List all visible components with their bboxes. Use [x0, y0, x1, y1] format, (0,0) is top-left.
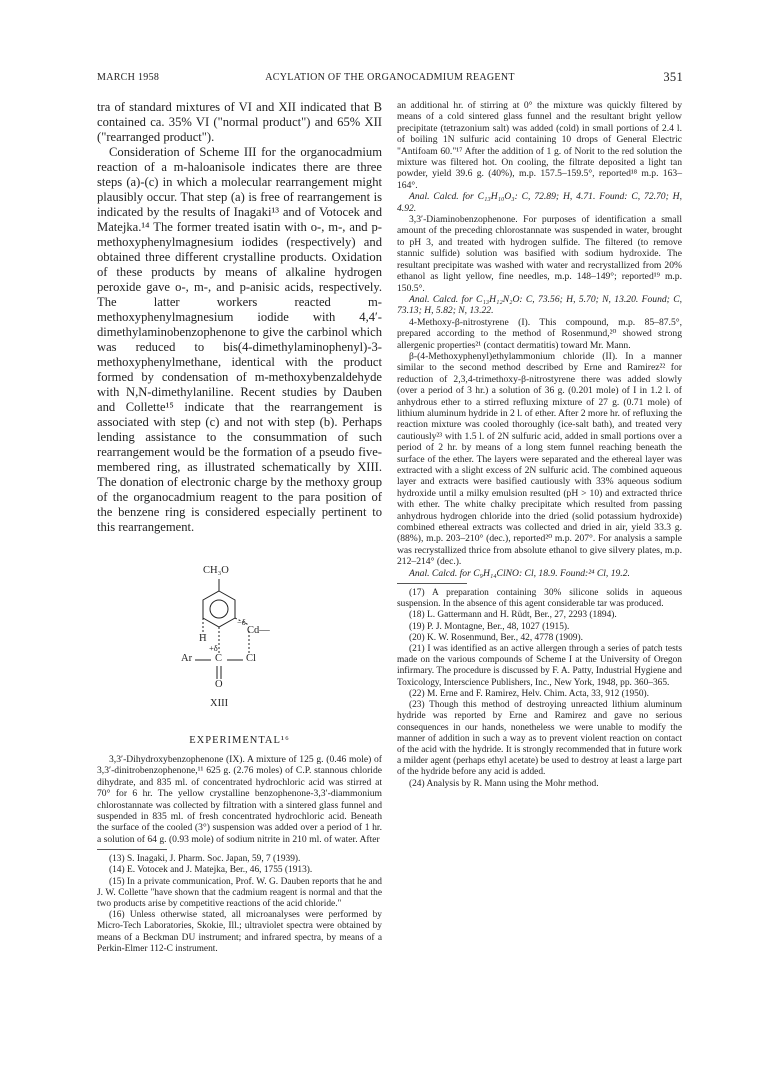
footnote-23: (23) Though this method of destroying unreacted lithium aluminum hydride was reported by Erne and Ramirez and gave no serious consequences in our hands, nonetheless we were unable to modify the manner of addition in such a way as to prevent violent reaction on contact of the acid with the hydride. It is strongly recommended that in future work a milder agent (perhaps ethyl acetate) be used to destroy at least a large part of the hydride before any acid is added.	[397, 700, 682, 778]
compound-label: XIII	[210, 698, 229, 709]
right-paragraph-4: β-(4-Methoxyphenyl)ethylammonium chloride (II). In a manner similar to the second method described by Erne and Ramirez²² for reduction of 2,3,4-trimethoxy-β-nitrostyrene there was added slowly (over a period of 3 hr.) a solution of 36 g. (0.201 mole) of I in 1.2 l. of anhydrous ether to a stirred refluxing mixture of 27 g. (0.71 mole) of lithium aluminum hydride in 2 l. of ether. After 2 more hr. of refluxing the reaction mixture was cooled thoroughly (ice-salt bath), and treated very cautiously²³ with 1.5 l. of 2N sulfuric acid, added in small portions over a period of 2 hr. by means of a long stem funnel reaching beneath the surface of the ether. The layers were separated and the ethereal layer was extracted with a slight excess of 2N sulfuric acid. The combined aqueous layer and extracts were basified cautiously with 33% aqueous sodium hydroxide until a milky emulsion resulted (pH > 10) and extracted thrice with ether. The white chalky precipitate which resulted from passing anhydrous hydrogen chloride into the dried (solid potassium hydroxide) combined ethereal extracts was collected and dried in air, yield 33.3 g. (88%), m.p. 203–210° (dec.), reported²⁰ m.p. 207°. For analysis a sample was recrystallized thrice from absolute ethanol to give silvery plates, m.p. 212–214° (dec.).	[397, 350, 682, 568]
footnote-17: (17) A preparation containing 30% silicone solids in aqueous suspension. In the absence of this agent considerable tar was produced.	[397, 588, 682, 610]
right-column	[397, 100, 682, 790]
right-paragraph-2: 3,3′-Diaminobenzophenone. For purposes of identification a small amount of the preceding chlorostannate was suspended in water, brought to pH 3, and treated with hydrogen sulfide. The filtered (to remove stannic sulfide) solution was basified with sodium hydroxide. The resultant precipitate was washed with water and recrystallized from 20% ethanol as light yellow, fine needles, m.p. 148–149°; reported¹⁹ m.p. 150.5°.	[397, 214, 682, 294]
analysis-1: Anal. Calcd. for C₁₃H₁₀O₃: C, 72.89; H, 4.71. Found: C, 72.70; H, 4.92.	[397, 191, 682, 214]
footnote-divider	[97, 849, 167, 850]
experimental-heading: EXPERIMENTAL¹⁶	[189, 735, 290, 746]
left-paragraph-1: tra of standard mixtures of VI and XII indicated that B contained ca. 35% VI ("normal product") and 65% XII ("rearranged product").	[97, 100, 382, 144]
structure-xiii	[97, 565, 382, 793]
analysis-2: Anal. Calcd. for C₁₃H₁₂N₂O: C, 73.56; H, 5.70; N, 13.20. Found; C, 73.13; H, 5.82; N, 13.22.	[397, 293, 682, 317]
left-paragraph-2: Consideration of Scheme III for the organocadmium reaction of a m-haloanisole indicates there are three steps (a)-(c) in which a molecular rearrangement might plausibly occur. That step (a) is free of rearrangement is indicated by the results of Inagaki¹³ and of Votocek and Matejka.¹⁴ The former treated isatin with o-, m-, and p-methoxyphenylmagnesium iodides (respectively) and obtained three different crystalline products. Oxidation of these products by means of alkaline hydrogen peroxide gave o-, m-, and p-anisic acids, respectively. The latter workers reacted m-methoxyphenylmagnesium iodide with 4,4′-dimethylaminobenzophenone to give the carbinol which was reduced to bis(4-dimethylaminophenyl)-3-methoxyphenylmethane, identical with the product formed by condensation of m-methoxybenzaldehyde with N,N-dimethylaniline. Recent studies by Dauben and Collette¹⁵ indicate that the rearrangement is associated with step (c) and not with step (b). Perhaps lending assistance to the consummation of such rearrangement would be the formation of a pseudo five-membered ring, as illustrated schematically by XIII. The donation of electronic charge by the methoxy group of the organocadmium reagent to the para position of the benzene ring is considered especially pertinent to this rearrangement.	[97, 145, 382, 534]
footnote-22: (22) M. Erne and F. Ramirez, Helv. Chim. Acta, 33, 912 (1950).	[409, 688, 649, 699]
benzene-ring-diagram	[169, 565, 309, 793]
footnote-24: (24) Analysis by R. Mann using the Mohr method.	[409, 778, 599, 789]
h-label: H	[199, 633, 207, 644]
right-paragraph-3: 4-Methoxy-β-nitrostyrene (I). This compound, m.p. 85–87.5°, prepared according to the method of Rosenmund,²⁰ showed strong allergenic properties²¹ (contact dermatitis) toward Mr. Mann.	[397, 316, 682, 351]
oxygen-label: O	[215, 679, 223, 690]
footnote-15: (15) In a private communication, Prof. W. G. Dauben reports that he and J. W. Collette "have shown that the cadmium reagent is normal and that the two products arise by competitive reactions of the acid chloride."	[97, 876, 382, 910]
left-footnotes	[97, 854, 382, 955]
cd-label: Cd—	[247, 625, 270, 636]
footnote-divider-right	[397, 583, 467, 584]
footnote-13: (13) S. Inagaki, J. Pharm. Soc. Japan, 59, 7 (1939).	[109, 854, 301, 865]
carbon-label: C	[215, 653, 223, 664]
running-header	[97, 72, 683, 88]
cl-label: Cl	[246, 653, 256, 664]
page-number: 351	[663, 70, 683, 84]
right-footnotes	[397, 588, 682, 790]
left-column	[97, 100, 382, 955]
footnote-14: (14) E. Votocek and J. Matejka, Ber., 46, 1755 (1913).	[109, 865, 313, 876]
footnote-18: (18) L. Gattermann and H. Rüdt, Ber., 27, 2293 (1894).	[409, 610, 617, 621]
ar-label: Ar	[181, 653, 193, 664]
header-title: ACYLATION OF THE ORGANOCADMIUM REAGENT	[265, 72, 515, 83]
delta-minus-label: −δ	[237, 617, 246, 627]
footnote-19: (19) P. J. Montagne, Ber., 48, 1027 (1915).	[409, 621, 570, 632]
header-date: MARCH 1958	[97, 72, 160, 83]
footnote-21: (21) I was identified as an active allergen through a series of patch tests made on the various compounds of Scheme I at the University of Oregon infirmary. The procedure is discussed by F. A. Patty, Industrial Hygiene and Toxicology, Interscience Publishers, Inc., New York, 1948, pp. 360–365.	[397, 644, 682, 688]
ch3o-label: CH₃O	[203, 565, 229, 576]
analysis-3: Anal. Calcd. for C₉H₁₄ClNO: Cl, 18.9. Found:²⁴ Cl, 19.2.	[409, 567, 630, 579]
experimental-paragraph: 3,3′-Dihydroxybenzophenone (IX). A mixture of 125 g. (0.46 mole) of 3,3′-dinitrobenzophenone,¹¹ 625 g. (2.76 moles) of C.P. stannous chloride dihydrate, and 835 ml. of concentrated hydrochloric acid was stirred at 70° for 6 hr. The yellow crystalline benzophenone-3,3′-diammonium chlorostannate was collected by filtration with a sintered glass funnel and suspended in 835 ml. of fresh concentrated hydrochloric acid. Beneath the surface of the cooled (3°) suspension was added over a period of 1 hr. a solution of 64 g. (0.93 mole) of sodium nitrite in 210 ml. of water. After	[97, 754, 382, 845]
right-paragraph-1: an additional hr. of stirring at 0° the mixture was quickly filtered by means of a cold sintered glass funnel and the resultant bright yellow precipitate (tetrazonium salt) was added (cold) in small portions of 2.4 l. of boiling 1N sulfuric acid containing 10 drops of General Electric "Antifoam 60."¹⁷ After the addition of 1 g. of Norit to the red solution the mixture was filtered hot. On cooling, the filtrate deposited a light tan powder, yield 39.6 g. (40%), m.p. 157.5–159.5°, reported¹⁸ m.p. 163–164°.	[397, 100, 682, 191]
footnote-20: (20) K. W. Rosenmund, Ber., 42, 4778 (1909).	[409, 632, 583, 643]
delta-plus-label: +δ	[209, 643, 218, 653]
footnote-16: (16) Unless otherwise stated, all microanalyses were performed by Micro-Tech Laboratories, Skokie, Ill.; ultraviolet spectra were obtained by means of a Beckman DU instrument; and infrared spectra, by means of a Perkin-Elmer 112-C instrument.	[97, 910, 382, 954]
